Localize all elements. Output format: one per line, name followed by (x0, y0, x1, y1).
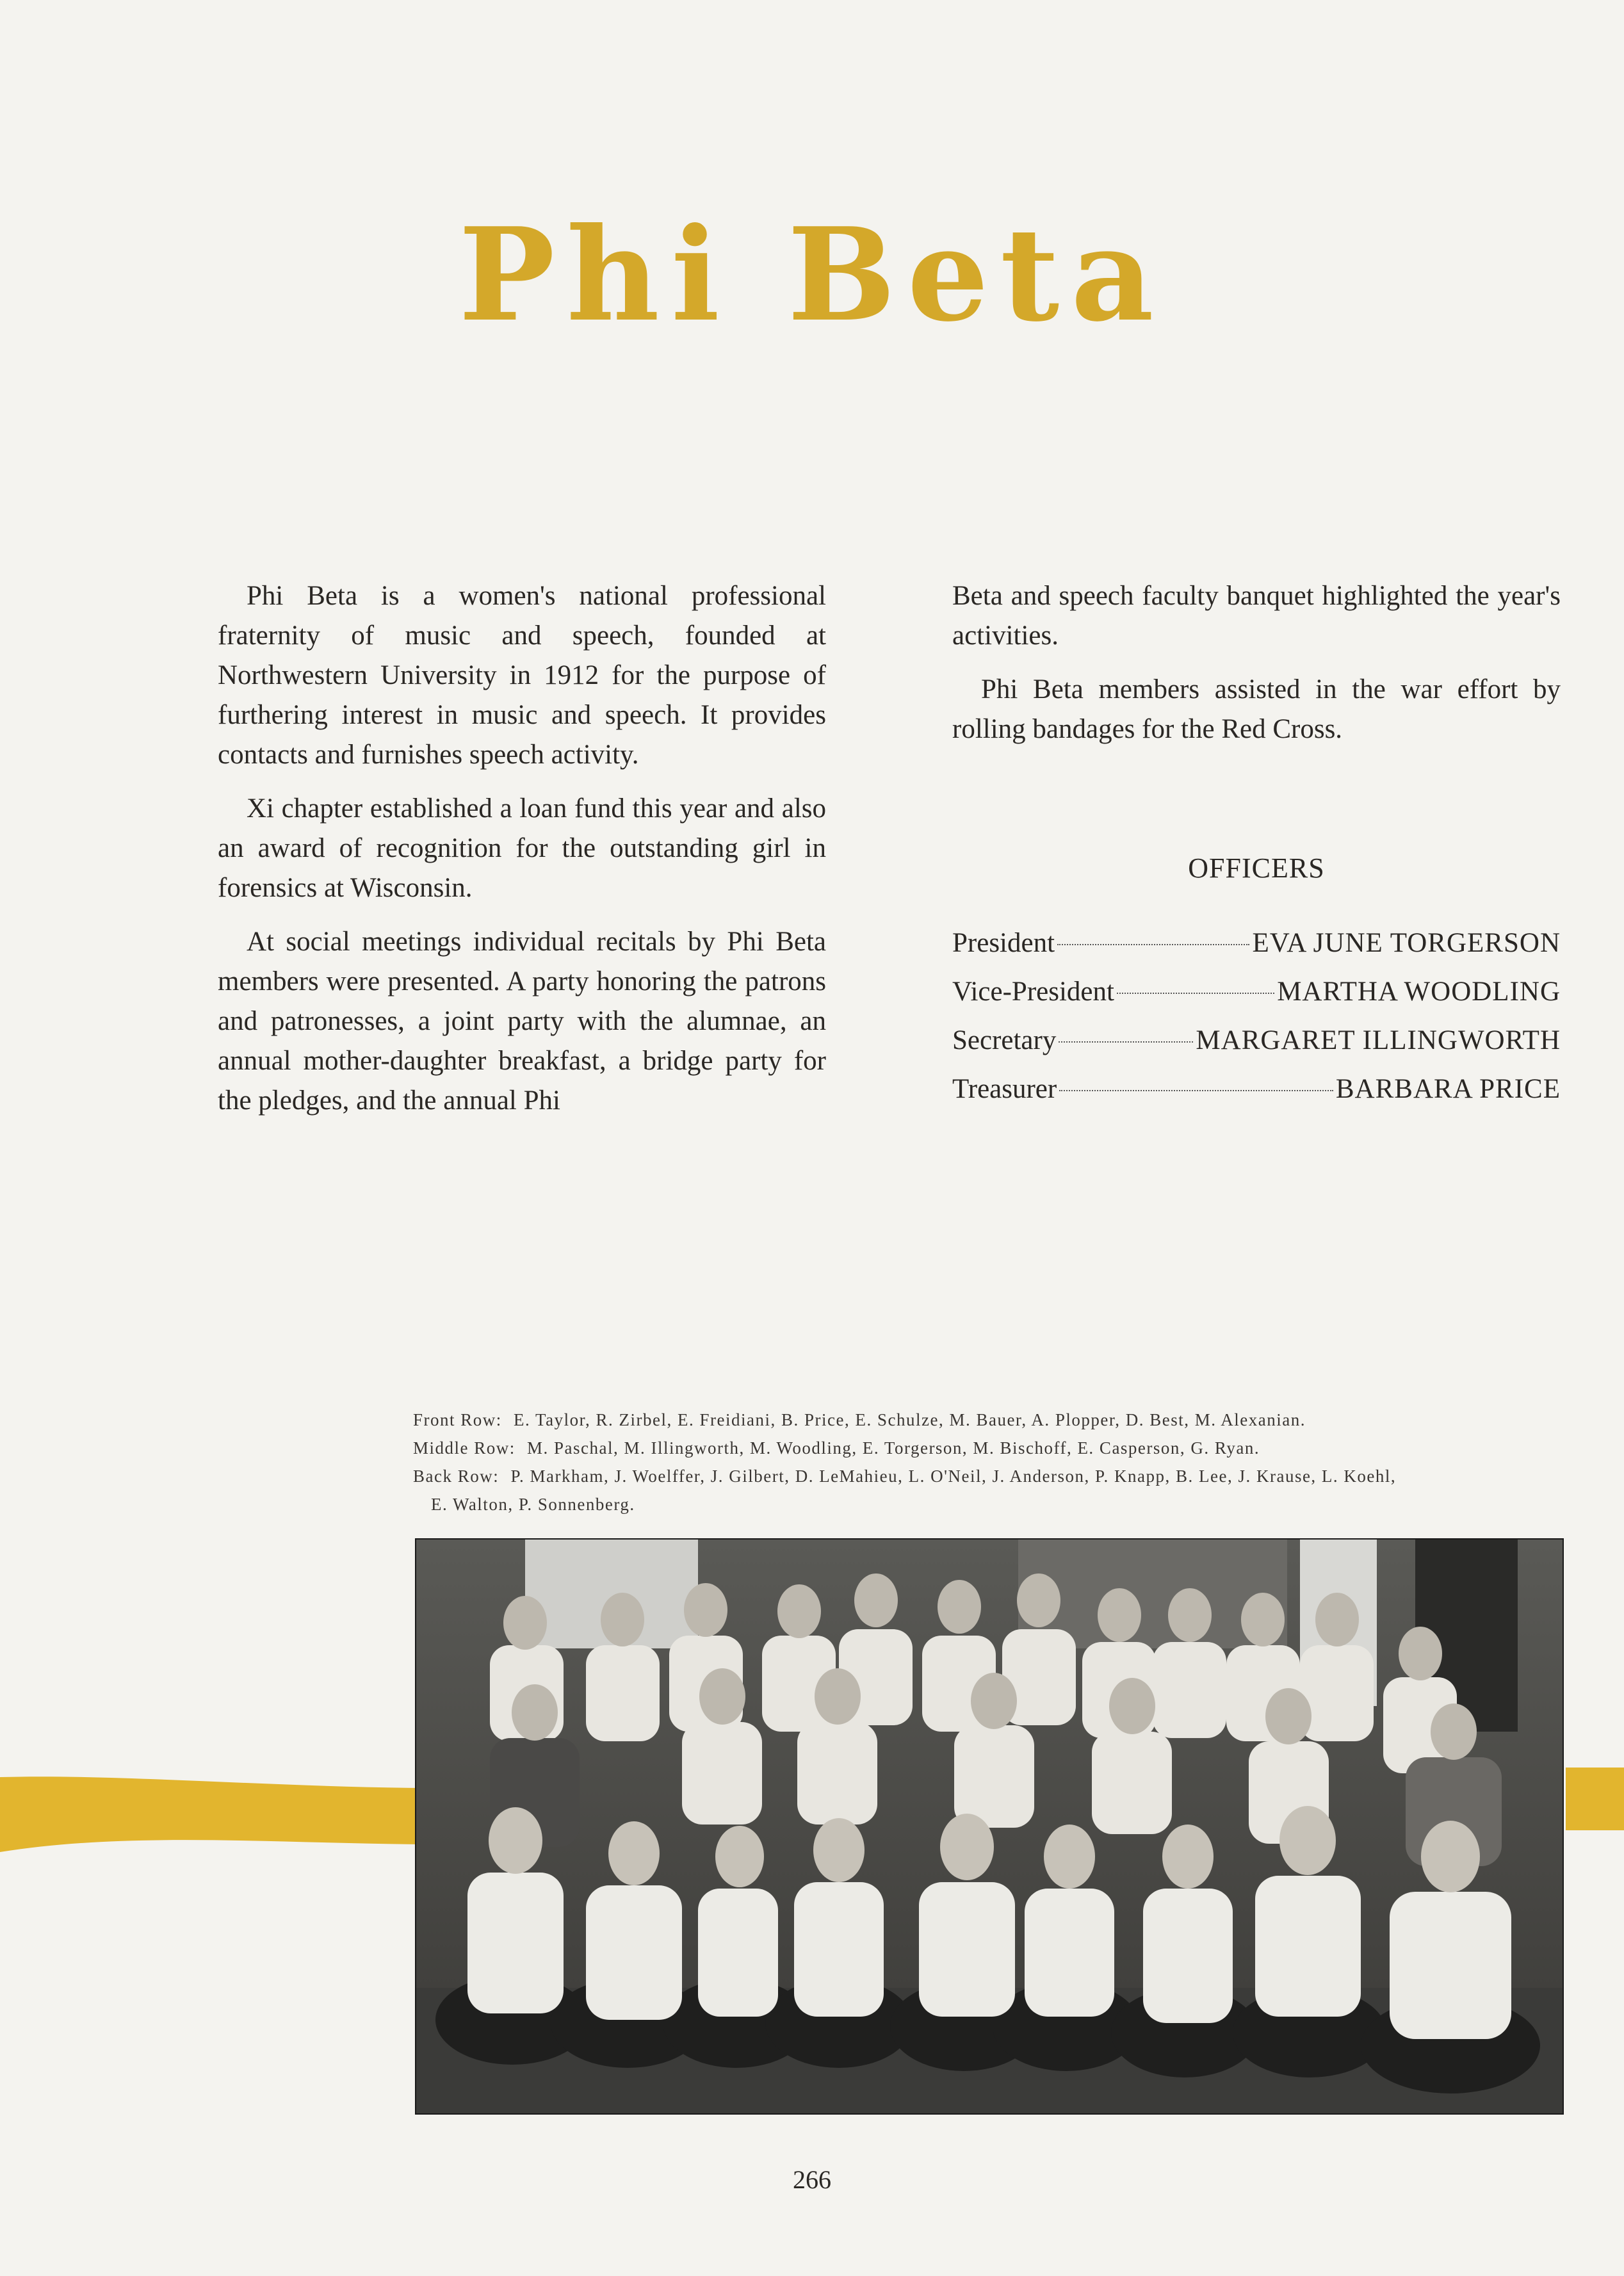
officer-role: Vice-President (952, 977, 1114, 1007)
officer-row (952, 919, 1561, 968)
page-title: Phi Beta (459, 200, 1165, 350)
caption-row-label: Front Row: (413, 1410, 502, 1429)
officer-name: EVA JUNE TORGERSON (1252, 928, 1561, 958)
caption-front-row (413, 1406, 1559, 1434)
body-paragraph: Beta and speech faculty banquet highlighted the year's activities. (952, 581, 1561, 651)
officer-name: MARTHA WOODLING (1277, 977, 1561, 1007)
officer-role: Secretary (952, 1025, 1057, 1055)
caption-row-names-continued: E. Walton, P. Sonnenberg. (431, 1495, 635, 1514)
dot-leader (1117, 993, 1274, 994)
body-paragraph: At social meetings individual recitals by Phi Beta members were presented. A party honoring the patrons and patronesses, a joint party with the alumnae, an annual mother-daughter breakfast, a bridge party for the pledges, and the annual Phi (218, 927, 826, 1116)
dot-leader (1059, 1041, 1193, 1043)
body-paragraph: Phi Beta is a women's national professional fraternity of music and speech, founded at Northwestern University in 1912 for the purpose of furthering interest in music and speech. It provides contacts and furnishes speech activity. (218, 581, 826, 770)
caption-back-row (413, 1462, 1559, 1518)
officers-heading: OFFICERS (1188, 852, 1325, 884)
body-column-right (952, 576, 1561, 763)
ribbon-left-segment (0, 1776, 423, 1852)
officer-role: President (952, 928, 1055, 958)
caption-row-label: Back Row: (413, 1467, 499, 1486)
officer-role: Treasurer (952, 1074, 1057, 1104)
body-paragraph: Xi chapter established a loan fund this year and also an award of recognition for the outstanding girl in forensics at Wisconsin. (218, 793, 826, 903)
ribbon-right-segment (1566, 1768, 1624, 1830)
officer-name: MARGARET ILLINGWORTH (1196, 1025, 1561, 1055)
dot-leader (1057, 944, 1249, 945)
caption-row-names: E. Taylor, R. Zirbel, E. Freidiani, B. Price, E. Schulze, M. Bauer, A. Plopper, D. Best, M. Alexanian. (514, 1410, 1306, 1429)
officer-name: BARBARA PRICE (1335, 1074, 1561, 1104)
caption-row-names: P. Markham, J. Woelffer, J. Gilbert, D. LeMahieu, L. O'Neil, J. Anderson, P. Knapp, B. Lee, J. Krause, L. Koehl, (510, 1467, 1397, 1486)
body-paragraph: Phi Beta members assisted in the war effort by rolling bandages for the Red Cross. (952, 674, 1561, 744)
caption-row-label: Middle Row: (413, 1438, 516, 1458)
body-column-left (218, 576, 826, 1135)
caption-middle-row (413, 1434, 1559, 1462)
caption-row-names: M. Paschal, M. Illingworth, M. Woodling, E. Torgerson, M. Bischoff, E. Casperson, G. Ryan. (527, 1438, 1260, 1458)
group-photo (415, 1538, 1564, 2115)
group-photo-illustration (416, 1540, 1563, 2113)
page-number: 266 (793, 2165, 831, 2194)
photo-caption (413, 1406, 1559, 1518)
officer-row (952, 1016, 1561, 1065)
officer-row (952, 968, 1561, 1016)
officer-row (952, 1065, 1561, 1114)
officers-list (952, 919, 1561, 1114)
dot-leader (1059, 1090, 1333, 1091)
